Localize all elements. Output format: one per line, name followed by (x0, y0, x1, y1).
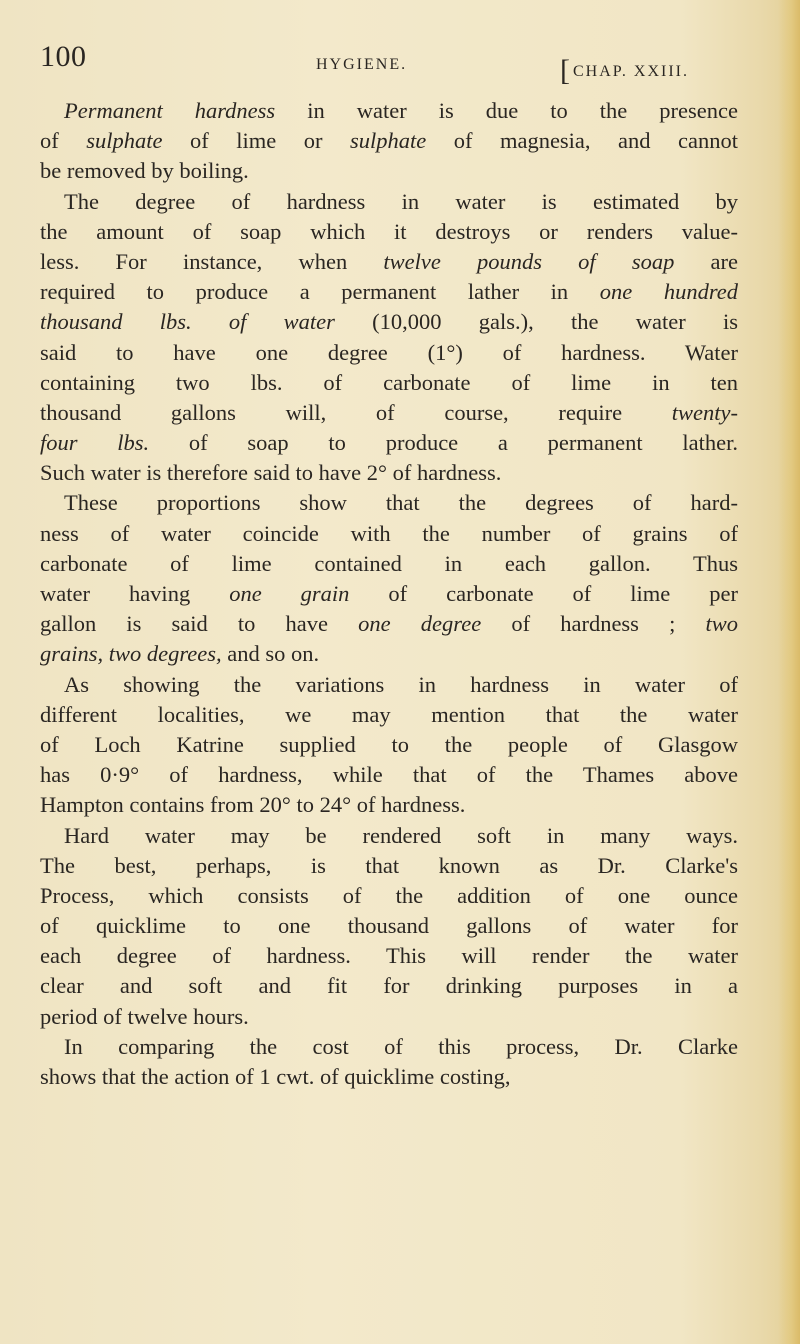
italic-text: thousand lbs. of water (40, 309, 335, 335)
text-run: are (674, 248, 738, 274)
text-run: Such water is therefore said to have 2° of hardness. (40, 460, 502, 486)
text-run: Process, which consists of the addition of one ounce (40, 882, 738, 908)
text-line (40, 549, 738, 579)
chapter-label: CHAP. XXIII. (573, 63, 689, 80)
text-run: Hampton contains from 20° to 24° of hardness. (40, 792, 466, 818)
text-line (40, 277, 738, 307)
text-run: of hardness ; (481, 611, 706, 637)
text-run: each degree of hardness. This will render the water (40, 943, 738, 969)
text-run: Hard water may be rendered soft in many ways. (64, 822, 738, 848)
text-line (40, 156, 738, 186)
italic-text: four lbs. (40, 430, 150, 456)
body-text (40, 96, 738, 1092)
text-run: in water is due to the presence (275, 98, 738, 123)
text-line (40, 428, 738, 458)
text-run: The degree of hardness in water is estimated by (64, 188, 738, 214)
text-line (40, 670, 738, 700)
text-line (40, 1032, 738, 1062)
italic-text: twelve pounds of soap (383, 248, 675, 274)
text-line (40, 790, 738, 820)
text-line (40, 488, 738, 518)
italic-text: grains, two degrees, (40, 641, 222, 667)
text-run: different localities, we may mention that the water (40, 701, 738, 727)
chapter-reference (560, 50, 689, 87)
text-run: of lime or (162, 128, 350, 154)
text-run: water having (40, 581, 230, 606)
text-run: said to have one degree (1°) of hardness. Water (40, 339, 738, 365)
text-run: clear and soft and fit for drinking purposes in a (40, 973, 738, 999)
page-number: 100 (40, 40, 87, 73)
text-line (40, 398, 738, 428)
text-run: As showing the variations in hardness in water of (64, 671, 738, 697)
text-line (40, 579, 738, 609)
text-run: of Loch Katrine supplied to the people of Glasgow (40, 731, 738, 757)
text-run: required to produce a permanent lather in (40, 279, 600, 305)
page-header (40, 40, 740, 87)
text-line (40, 458, 738, 488)
italic-text: sulphate (349, 128, 427, 154)
text-run: of quicklime to one thousand gallons of water for (40, 913, 738, 939)
italic-text: one hundred (599, 279, 738, 305)
text-line (40, 941, 738, 971)
text-run: These proportions show that the degrees of hard- (64, 490, 738, 516)
text-run: be removed by boiling. (40, 158, 249, 184)
text-line (40, 700, 738, 730)
text-run: carbonate of lime contained in each gallon. Thus (40, 550, 738, 576)
chapter-bracket: [ (560, 54, 572, 87)
italic-text: two (705, 611, 738, 637)
text-line (40, 519, 738, 549)
text-run: period of twelve hours. (40, 1003, 249, 1029)
italic-text: sulphate (86, 128, 163, 154)
running-title: HYGIENE. (316, 56, 408, 73)
text-run: and so on. (221, 641, 320, 667)
text-line (40, 821, 738, 851)
text-run: thousand gallons will, of course, require (40, 399, 672, 425)
text-line (40, 1062, 738, 1092)
text-run: gallon is said to have (40, 611, 359, 637)
italic-text: one degree (358, 611, 482, 637)
text-line (40, 217, 738, 247)
text-line (40, 851, 738, 881)
text-run: The best, perhaps, is that known as Dr. Clarke's (40, 852, 738, 878)
text-run: of soap to produce a permanent lather. (149, 430, 738, 456)
text-line (40, 1002, 738, 1032)
text-run: of (40, 128, 87, 154)
text-run: of carbonate of lime per (349, 581, 738, 606)
text-line (40, 307, 738, 337)
text-run: containing two lbs. of carbonate of lime in ten (40, 369, 738, 395)
text-run: (10,000 gals.), the water is (334, 309, 738, 335)
text-line (40, 971, 738, 1001)
text-run: shows that the action of 1 cwt. of quicklime costing, (40, 1064, 511, 1089)
text-line (40, 609, 738, 639)
text-line (40, 338, 738, 368)
italic-text: one grain (229, 581, 350, 606)
text-line (40, 760, 738, 790)
text-line (40, 639, 738, 669)
text-line (40, 126, 738, 156)
text-run: In comparing the cost of this process, Dr. Clarke (64, 1033, 738, 1059)
italic-text: Permanent hardness (64, 98, 276, 123)
text-run: has 0·9° of hardness, while that of the Thames above (40, 762, 738, 788)
text-line (40, 247, 738, 277)
text-run: less. For instance, when (40, 248, 384, 274)
italic-text: twenty- (671, 399, 738, 425)
text-line (40, 911, 738, 941)
text-run: ness of water coincide with the number of grains of (40, 520, 738, 546)
page-edge-shadow (778, 0, 800, 1344)
text-run: the amount of soap which it destroys or renders value- (40, 218, 738, 244)
text-run: of magnesia, and cannot (426, 128, 739, 154)
text-line (40, 96, 738, 126)
text-line (40, 881, 738, 911)
text-line (40, 730, 738, 760)
text-line (40, 368, 738, 398)
text-line (40, 187, 738, 217)
